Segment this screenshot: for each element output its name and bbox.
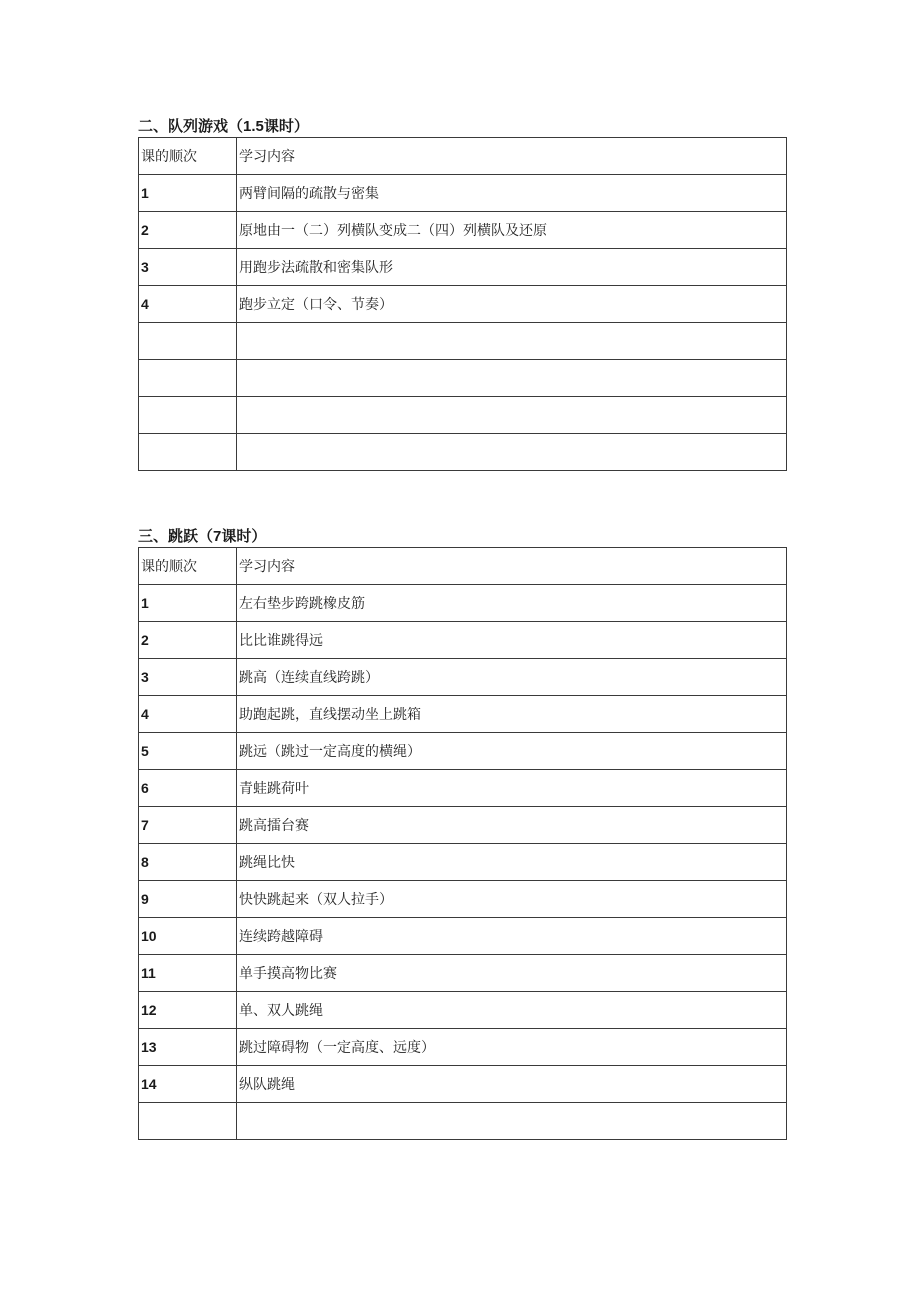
lesson-order-cell: 1 [139,175,237,212]
learning-content-cell: 助跑起跳，直线摆动坐上跳箱 [237,696,787,733]
learning-content-cell: 跳过障碍物（一定高度、远度） [237,1029,787,1066]
table-row [139,212,787,249]
table-row [139,844,787,881]
lesson-order-cell: 4 [139,696,237,733]
lesson-table [138,137,787,471]
table-row [139,434,787,471]
lesson-order-cell: 3 [139,659,237,696]
table-row [139,918,787,955]
learning-content-cell: 比比谁跳得远 [237,622,787,659]
learning-content-cell: 单手摸高物比赛 [237,955,787,992]
lesson-order-cell [139,397,237,434]
learning-content-cell: 跳远（跳过一定高度的横绳） [237,733,787,770]
table-row [139,659,787,696]
lesson-order-cell [139,1103,237,1140]
lesson-order-cell: 12 [139,992,237,1029]
lesson-order-cell [139,360,237,397]
learning-content-cell: 连续跨越障碍 [237,918,787,955]
table-row [139,1029,787,1066]
table-row [139,696,787,733]
lesson-order-cell: 9 [139,881,237,918]
table-row [139,992,787,1029]
learning-content-cell: 纵队跳绳 [237,1066,787,1103]
lesson-order-cell [139,434,237,471]
table-row [139,622,787,659]
table-row [139,807,787,844]
learning-content-cell [237,1103,787,1140]
table-row [139,881,787,918]
header-lesson-order: 课的顺次 [139,548,237,585]
lesson-order-cell: 11 [139,955,237,992]
lesson-order-cell: 4 [139,286,237,323]
lesson-order-cell: 5 [139,733,237,770]
lesson-order-cell [139,323,237,360]
learning-content-cell: 两臂间隔的疏散与密集 [237,175,787,212]
lesson-order-cell: 1 [139,585,237,622]
lesson-order-cell: 2 [139,622,237,659]
lesson-order-cell: 7 [139,807,237,844]
learning-content-cell [237,323,787,360]
table-row [139,1066,787,1103]
section-title: 三、跳跃（7课时） [138,528,267,545]
table-row [139,249,787,286]
lesson-table [138,547,787,1140]
section-formation-games [138,116,787,471]
header-lesson-order: 课的顺次 [139,138,237,175]
learning-content-cell: 左右垫步跨跳橡皮筋 [237,585,787,622]
lesson-order-cell: 10 [139,918,237,955]
learning-content-cell: 用跑步法疏散和密集队形 [237,249,787,286]
learning-content-cell [237,434,787,471]
table-row [139,175,787,212]
learning-content-cell: 跑步立定（口令、节奏） [237,286,787,323]
learning-content-cell: 跳绳比快 [237,844,787,881]
learning-content-cell: 跳高擂台赛 [237,807,787,844]
table-row [139,955,787,992]
table-row [139,770,787,807]
table-row [139,733,787,770]
lesson-order-cell: 13 [139,1029,237,1066]
learning-content-cell [237,360,787,397]
learning-content-cell: 跳高（连续直线跨跳） [237,659,787,696]
learning-content-cell: 原地由一（二）列横队变成二（四）列横队及还原 [237,212,787,249]
learning-content-cell: 青蛙跳荷叶 [237,770,787,807]
table-row [139,1103,787,1140]
table-row [139,360,787,397]
section-title: 二、队列游戏（1.5课时） [138,118,309,135]
learning-content-cell [237,397,787,434]
lesson-order-cell: 14 [139,1066,237,1103]
table-row [139,323,787,360]
table-row [139,286,787,323]
lesson-order-cell: 6 [139,770,237,807]
learning-content-cell: 快快跳起来（双人拉手） [237,881,787,918]
learning-content-cell: 单、双人跳绳 [237,992,787,1029]
header-learning-content: 学习内容 [237,548,787,585]
lesson-order-cell: 3 [139,249,237,286]
table-header-row [139,138,787,175]
table-row [139,397,787,434]
table-row [139,585,787,622]
header-learning-content: 学习内容 [237,138,787,175]
lesson-order-cell: 8 [139,844,237,881]
table-header-row [139,548,787,585]
section-jumping [138,526,787,1140]
lesson-order-cell: 2 [139,212,237,249]
